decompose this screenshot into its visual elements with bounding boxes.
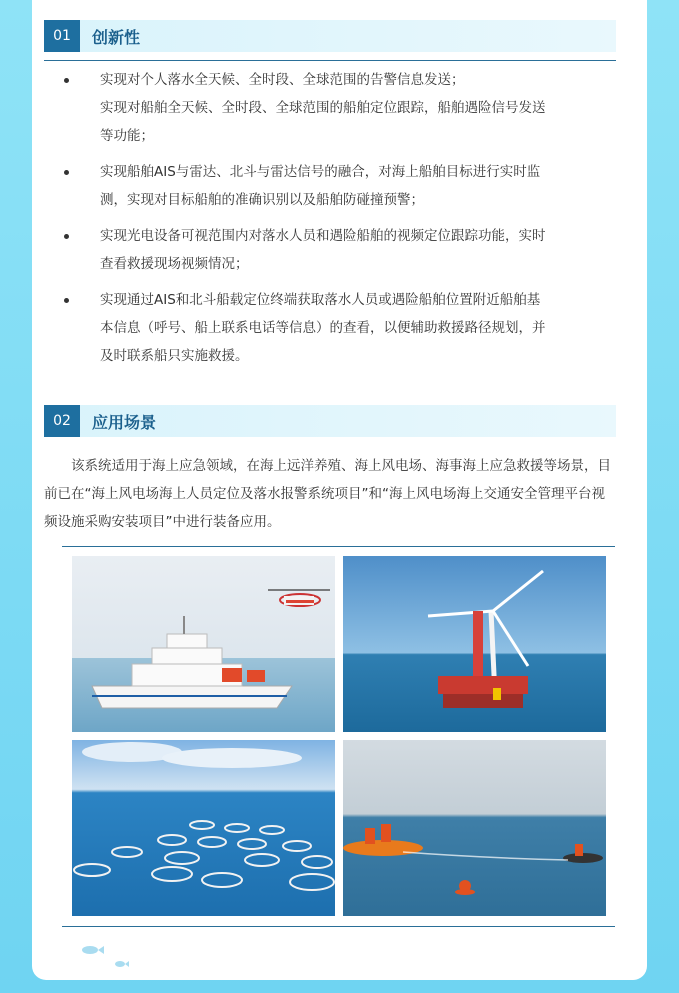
list-item xyxy=(62,222,602,278)
person-in-water-icon xyxy=(455,880,475,895)
section-1-divider xyxy=(44,60,616,61)
photo-rescue-ship xyxy=(72,556,335,732)
photo-wind-turbine xyxy=(343,556,606,732)
list-item-line: 实现通过AIS和北斗船载定位终端获取落水人员或遇险船舶位置附近船舶基 xyxy=(100,292,541,308)
fish-cage-icon xyxy=(74,821,334,890)
wind-turbine-icon xyxy=(428,571,543,708)
bullet-dot-icon xyxy=(64,78,69,83)
helicopter-icon xyxy=(268,590,330,606)
fish-decoration-icon xyxy=(72,940,142,970)
ship-icon xyxy=(92,616,292,708)
bullet-dot-icon xyxy=(64,298,69,303)
list-item xyxy=(62,286,602,370)
bullet-dot-icon xyxy=(64,170,69,175)
list-item-line: 查看救援现场视频情况； xyxy=(100,256,249,272)
photo-fish-farm xyxy=(72,740,335,916)
list-item-line: 实现对个人落水全天候、全时段、全球范围的告警信息发送； xyxy=(100,72,465,88)
list-item-line: 实现对船舶全天候、全时段、全球范围的船舶定位跟踪，船舶遇险信号发送 xyxy=(100,100,546,116)
list-item-line: 实现光电设备可视范围内对落水人员和遇险船舶的视频定位跟踪功能，实时 xyxy=(100,228,546,244)
section-1-number: 01 xyxy=(44,20,80,52)
bullet-dot-icon xyxy=(64,234,69,239)
list-item-line: 实现船舶AIS与雷达、北斗与雷达信号的融合，对海上船舶目标进行实时监 xyxy=(100,164,541,180)
list-item xyxy=(62,158,602,214)
list-item xyxy=(62,66,602,150)
photo-rescue-boats xyxy=(343,740,606,916)
list-item-line: 等功能； xyxy=(100,128,154,144)
section-2-header xyxy=(44,405,616,437)
photo-top-divider xyxy=(62,546,615,547)
section-1-header xyxy=(44,20,616,52)
photo-bottom-divider xyxy=(62,926,615,927)
list-item-line: 本信息（呼号、船上联系电话等信息）的查看，以便辅助救援路径规划，并 xyxy=(100,320,546,336)
list-item-line: 及时联系船只实施救援。 xyxy=(100,348,249,364)
content-card xyxy=(32,0,647,980)
section-1-title: 创新性 xyxy=(92,27,141,47)
application-paragraph: 该系统适用于海上应急领域，在海上远洋养殖、海上风电场、海事海上应急救援等场景，目前已在“海上风电场海上人员定位及落水报警系统项目”和“海上风电场海上交通安全管理平台视频设施采购安装项目”中进行装备应用。 xyxy=(44,458,611,530)
section-2-number: 02 xyxy=(44,405,80,437)
list-item-line: 测，实现对目标船舶的准确识别以及船舶防碰撞预警； xyxy=(100,192,424,208)
innovation-list xyxy=(62,66,602,378)
section-2-title: 应用场景 xyxy=(92,412,157,432)
